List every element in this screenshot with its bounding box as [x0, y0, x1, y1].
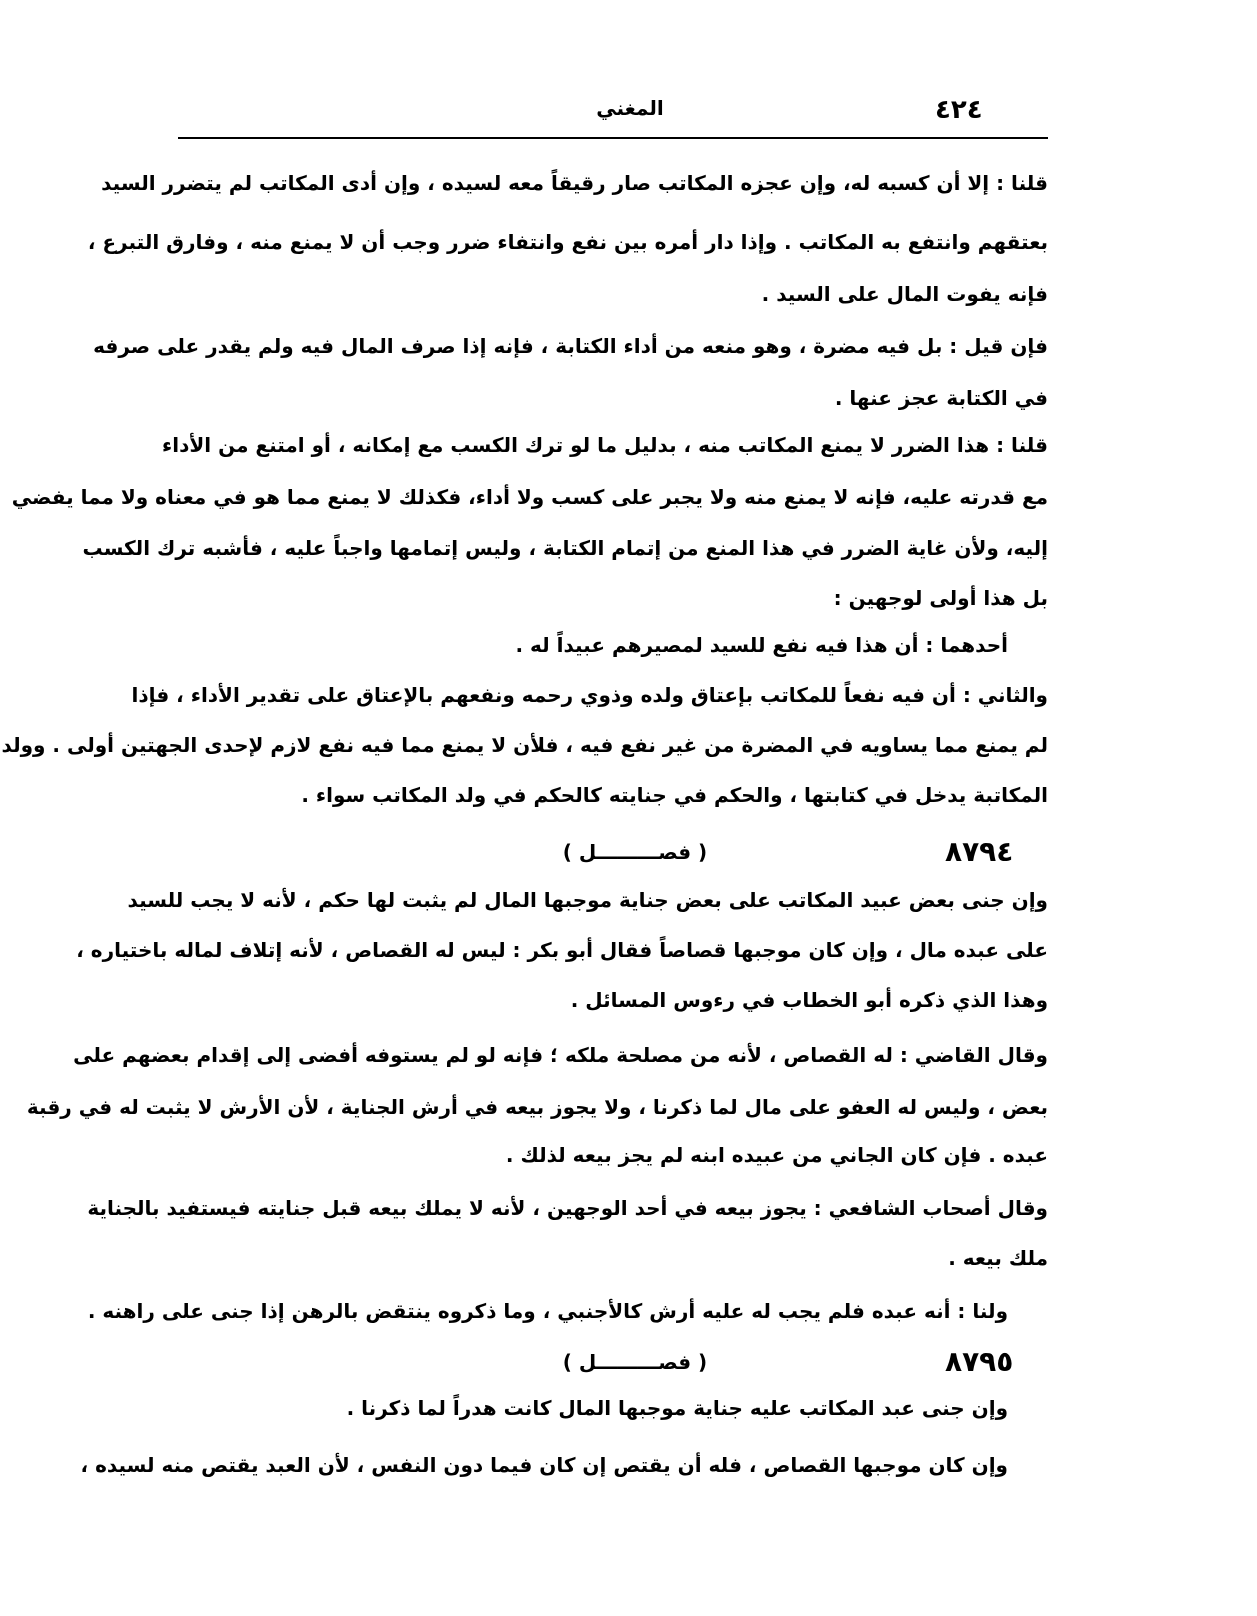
text-line: على عبده مال ، وإن كان موجبها قصاصاً فقال أبو بكر : ليس له القصاص ، لأنه إتلاف لماله باختياره ،: [76, 938, 1048, 962]
section-heading: ( فصـــــــــل ): [562, 1350, 708, 1374]
text-line: ملك بيعه .: [948, 1246, 1048, 1270]
text-line: وقال القاضي : له القصاص ، لأنه من مصلحة ملكه ؛ فإنه لو لم يستوفه أفضى إلى إقدام بعضهم على: [73, 1043, 1048, 1067]
text-line: فإنه يفوت المال على السيد .: [761, 282, 1048, 306]
text-line: وهذا الذي ذكره أبو الخطاب في رءوس المسائل .: [570, 988, 1048, 1012]
text-line: وإن جنى عبد المكاتب عليه جناية موجبها المال كانت هدراً لما ذكرنا .: [346, 1396, 1008, 1420]
page-number: ٤٢٤: [935, 95, 983, 125]
text-line: والثاني : أن فيه نفعاً للمكاتب بإعتاق ولده وذوي رحمه ونفعهم بالإعتاق على تقدير الأداء ، فإذا: [131, 683, 1048, 707]
text-line: فإن قيل : بل فيه مضرة ، وهو منعه من أداء الكتابة ، فإنه إذا صرف المال فيه ولم يقدر على صرفه: [93, 334, 1048, 358]
text-line: وإن كان موجبها القصاص ، فله أن يقتص إن كان فيما دون النفس ، لأن العبد يقتص منه لسيده ،: [80, 1453, 1008, 1477]
text-line: وقال أصحاب الشافعي : يجوز بيعه في أحد الوجهين ، لأنه لا يملك بيعه قبل جنايته فيستفيد بالجناية: [87, 1196, 1048, 1220]
page-header: [0, 0, 1257, 150]
text-line: مع قدرته عليه، فإنه لا يمنع منه ولا يجبر على كسب ولا أداء، فكذلك لا يمنع مما هو في معناه ولا مما يفضي: [11, 485, 1048, 509]
text-line: لم يمنع مما يساويه في المضرة من غير نفع فيه ، فلأن لا يمنع مما فيه نفع لازم لإحدى الجهتين أولى . وولد: [1, 733, 1048, 757]
section-number: ٨٧٩٥: [945, 1345, 1014, 1378]
text-line: قلنا : إلا أن كسبه له، وإن عجزه المكاتب صار رقيقاً معه لسيده ، وإن أدى المكاتب لم يتضرر السيد: [101, 171, 1048, 195]
header-rule: [178, 137, 1048, 139]
section-heading: ( فصـــــــــل ): [562, 840, 708, 864]
text-line: بعتقهم وانتفع به المكاتب . وإذا دار أمره بين نفع وانتفاء ضرر وجب أن لا يمنع منه ، وفارق التبرع ،: [87, 230, 1048, 254]
running-title: المغني: [596, 96, 664, 120]
text-line: ولنا : أنه عبده فلم يجب له عليه أرش كالأجنبي ، وما ذكروه ينتقض بالرهن إذا جنى على راهنه .: [87, 1299, 1008, 1323]
text-line: بعض ، وليس له العفو على مال لما ذكرنا ، ولا يجوز بيعه في أرش الجناية ، لأن الأرش لا يثبت له في رقبة: [26, 1095, 1048, 1119]
text-line: بل هذا أولى لوجهين :: [833, 586, 1048, 610]
text-line: في الكتابة عجز عنها .: [834, 386, 1048, 410]
text-line: قلنا : هذا الضرر لا يمنع المكاتب منه ، بدليل ما لو ترك الكسب مع إمكانه ، أو امتنع من الأداء: [162, 433, 1048, 457]
text-line: أحدهما : أن هذا فيه نفع للسيد لمصيرهم عبيداً له .: [515, 633, 1008, 657]
section-number: ٨٧٩٤: [945, 835, 1014, 868]
text-line: عبده . فإن كان الجاني من عبيده ابنه لم يجز بيعه لذلك .: [505, 1143, 1048, 1167]
text-line: المكاتبة يدخل في كتابتها ، والحكم في جنايته كالحكم في ولد المكاتب سواء .: [301, 783, 1048, 807]
text-line: إليه، ولأن غاية الضرر في هذا المنع من إتمام الكتابة ، وليس إتمامها واجباً عليه ، فأشبه ترك الكسب: [82, 536, 1048, 560]
text-line: وإن جنى بعض عبيد المكاتب على بعض جناية موجبها المال لم يثبت لها حكم ، لأنه لا يجب للسيد: [127, 888, 1048, 912]
